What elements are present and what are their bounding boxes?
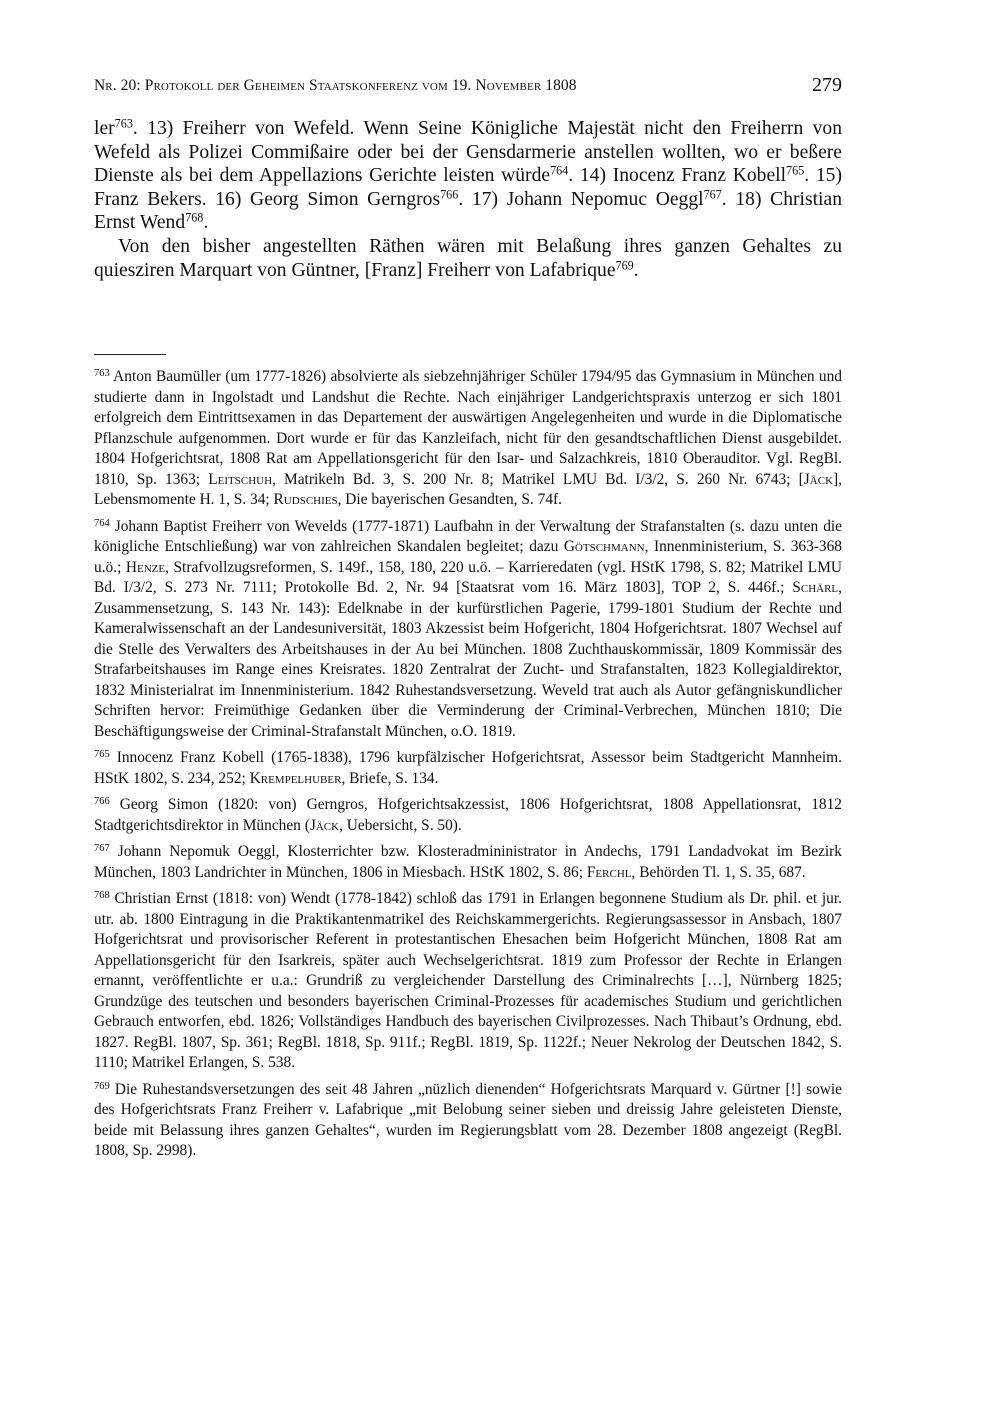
footnote-765 — [94, 748, 842, 789]
footnote-divider — [94, 354, 166, 355]
footnote-ref-765[interactable]: 765 — [786, 163, 805, 178]
footnote-text: Die Ruhestandsversetzungen des seit 48 Jahren „nüzlich dienenden“ Hofgerichtsrats Marquard v. Gürtner [!] sowie des Hofgerichtsrats Franz Freiherr v. Lafabrique „mit Belobung seiner sieben und dreissig Jahre geleisteten Dienste, beide mit Belassung ihres ganzen Gehaltes“, wurden im Regierungsblatt vom 28. Dezember 1808 angezeigt (RegBl. 1808, Sp. 2998). — [94, 1080, 842, 1159]
footnote-text: , Innenministerium, S. 363-368 u.ö.; — [94, 538, 842, 576]
main-paragraph — [94, 235, 842, 282]
footnote-766 — [94, 795, 842, 836]
footnote-number: 769 — [94, 1080, 110, 1092]
footnote-text: , Zusammensetzung, S. 143 Nr. 143): Edelknabe in der kurfürstlichen Pagerie, 1799-1801 Studium der Rechte und Kameralwissenschaft an der Landesuniversität, 1803 Akzessist beim Hofgericht, 1804 Hofgerichtsrat. 1807 Wechsel auf die Stelle des Verwalters des Arbeitshauses in der Au bei München. 1808 Zuchthauskommissär, 1809 Kommissär des Strafarbeitshauses im Range eines Kreisrates. 1820 Zentralrat der Zucht- und Strafanstalten, 1823 Kollegialdirektor, 1832 Ministerialrat im Innenministerium. 1842 Ruhestandsversetzung. Weveld trat auch als Autor gefängniskundlicher Schriften hervor: Freimüthige Gedanken über die Verminderung der Criminal-Verbrechen, München 1810; Die Beschäftigungsweise der Criminal-Strafanstalt München, o.O. 1819. — [94, 579, 842, 740]
footnote-ref-769[interactable]: 769 — [615, 257, 634, 272]
text-segment: . 14) Inocenz Franz Kobell — [568, 165, 787, 187]
footnote-768 — [94, 889, 842, 1074]
footnote-text: , Uebersicht, S. 50). — [339, 816, 462, 834]
footnote-text: Christian Ernst (1818: von) Wendt (1778-1842) schloß das 1791 in Erlangen begonnene Studium als Dr. phil. et jur. utr. ab. 1800 Eintragung in die Praktikantenmatrikel des Reichskammergerichts. Regierungsassessor in Ansbach, 1807 Hofgerichtsrat und provisorischer Referent in protestantischen Ehesachen beim Hofgericht München, 1808 Rat am Appellationsgericht für den Isarkreis, später auch Wechselgerichtsrat. 1819 zum Professor der Rechte in Erlangen ernannt, veröffentlichte er u.a.: Grundriß zu vergleichender Darstellung des Criminalrechts […], Nürnberg 1825; Grundzüge des teutschen und besonders bayerischen Criminal-Prozesses für academisches Studium und gerichtlichen Gebrauch entworfen, ebd. 1826; Vollständiges Handbuch des bayerischen Civilprozesses. Nach Thibaut’s Ordnung, ebd. 1827. RegBl. 1807, Sp. 361; RegBl. 1818, Sp. 911f.; RegBl. 1819, Sp. 1122f.; Neuer Nekrolog der Deutschen 1842, S. 1110; Matrikel Erlangen, S. 538. — [94, 890, 842, 1071]
text-segment: . 15) Franz Bekers. 16) Georg Simon Gerngros — [94, 165, 842, 210]
text-segment: ler — [94, 118, 115, 139]
footnote-ref-763[interactable]: 763 — [114, 116, 133, 131]
footnote-number: 765 — [94, 748, 110, 760]
author-name: Götschmann — [563, 538, 645, 555]
text-segment: . 17) Johann Nepomuc Oeggl — [458, 188, 704, 210]
footnotes — [94, 367, 842, 1168]
footnote-text: Innocenz Franz Kobell (1765-1838), 1796 kurpfälzischer Hofgerichtsrat, Assessor beim Stadtgericht Mannheim. HStK 1802, S. 234, 252; — [94, 749, 842, 787]
author-name: Leitschuh — [208, 470, 273, 488]
footnote-text: , Strafvollzugsreformen, S. 149f., 158, 180, 220 u.ö. – Karrieredaten (vgl. HStK 1798, S. 82; Matrikel LMU Bd. I/3/2, S. 273 Nr. 7111; Protokolle Bd. 2, Nr. 94 [Staatsrat vom 16. März 1803], TOP 2, S. 446f.; — [94, 558, 843, 596]
footnote-number: 766 — [94, 795, 110, 807]
author-name: Krempelhuber — [249, 769, 342, 787]
page-number: 279 — [812, 74, 842, 96]
footnote-text: Johann Baptist Freiherr von Wevelds (1777-1871) Laufbahn in der Verwaltung der Strafanstalten (s. dazu unten die königliche Entschließung) war von zahlreichen Skandalen begleitet; dazu — [94, 517, 842, 555]
footnote-text: Georg Simon (1820: von) Gerngros, Hofgerichtsakzessist, 1806 Hofgerichtsrat, 1808 Appellationsrat, 1812 Stadtgerichtsdirektor in München ( — [94, 796, 842, 834]
footnote-ref-766[interactable]: 766 — [440, 187, 459, 202]
main-text — [94, 117, 842, 282]
author-name: Rudschies — [273, 491, 338, 508]
footnote-number: 767 — [94, 842, 110, 854]
footnote-ref-767[interactable]: 767 — [703, 187, 722, 202]
footnote-text: Anton Baumüller (um 1777-1826) absolvierte als siebzehnjähriger Schüler 1794/95 das Gymnasium in München und studierte dann in Ingolstadt und Landshut die Rechte. Nach einjähriger Landgerichtspraxis unterzog er sich 1801 erfolgreich dem Eintrittsexamen in das Departement der auswärtigen Angelegenheiten und wurde in die Diplomatische Pflanzschule aufgenommen. Dort wurde er für das Kanzleifach, nicht für den gesandtschaftlichen Dienst ausgebildet. 1804 Hofgerichtsrat, 1808 Rat am Appellationsgericht für den Isar- und Salzachkreis, 1810 Oberauditor. Vgl. RegBl. 1810, Sp. 1363; — [94, 368, 842, 488]
footnote-764 — [94, 517, 842, 743]
text-segment: Von den bisher angestellten Räthen wären mit Belaßung ihres ganzen Gehaltes zu quiesziren Marquart von Güntner, [Franz] Freiherr von Lafabrique — [94, 235, 842, 281]
footnote-text: , Matrikeln Bd. 3, S. 200 Nr. 8; Matrikel LMU Bd. I/3/2, S. 260 Nr. 6743; [ — [272, 470, 804, 488]
footnote-ref-764[interactable]: 764 — [550, 163, 569, 178]
text-segment: . 13) Freiherr von Wefeld. Wenn Seine Königliche Majestät nicht den Freiherrn von Wefeld als Polizei Commißaire oder bei der Gensdarmerie anstellen wollten, wo er beßere Dienste als bei dem Appellazions Gerichte leisten würde — [94, 118, 842, 187]
author-name: Jäck — [309, 816, 340, 834]
main-paragraph — [94, 117, 842, 235]
footnote-text: , Briefe, S. 134. — [341, 769, 439, 787]
running-head — [94, 74, 846, 100]
footnote-number: 764 — [94, 517, 110, 529]
footnote-number: 768 — [94, 889, 110, 901]
running-title: Nr. 20: Protokoll der Geheimen Staatskonferenz vom 19. November 1808 — [94, 77, 577, 94]
footnote-text: Johann Nepomuk Oeggl, Klosterrichter bzw. Klosteradmininistrator in Andechs, 1791 Landadvokat im Bezirk München, 1803 Landrichter in München, 1806 in Miesbach. HStK 1802, S. 86; — [94, 843, 842, 881]
author-name: Henze — [125, 558, 166, 576]
author-name: Schärl — [792, 579, 839, 596]
text-segment: . — [203, 212, 209, 234]
footnote-769 — [94, 1080, 842, 1162]
text-segment: . — [633, 259, 639, 281]
footnote-767 — [94, 842, 842, 883]
author-name: Ferchl — [586, 863, 632, 881]
author-name: Jäck — [803, 470, 834, 488]
footnote-text: , Die bayerischen Gesandten, S. 74f. — [337, 491, 562, 508]
footnote-text: , Behörden Tl. 1, S. 35, 687. — [631, 863, 806, 881]
text-segment: . 18) Christian Ernst Wend — [94, 188, 842, 234]
footnote-text: ], Lebensmomente H. 1, S. 34; — [94, 470, 842, 508]
footnote-763 — [94, 367, 842, 511]
footnote-ref-768[interactable]: 768 — [185, 210, 204, 225]
footnote-number: 763 — [94, 367, 110, 379]
